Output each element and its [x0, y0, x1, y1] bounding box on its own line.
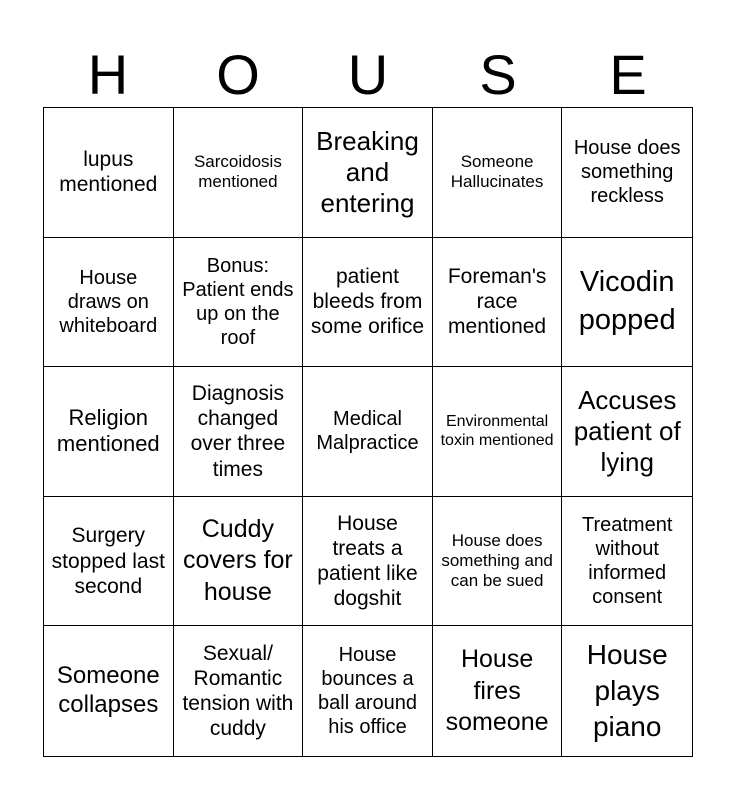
bingo-cell-1-4[interactable]: Someone Hallucinates [433, 108, 563, 238]
bingo-cell-5-4[interactable]: House fires someone [433, 626, 563, 756]
bingo-cell-4-3[interactable]: House treats a patient like dogshit [303, 497, 433, 627]
bingo-cell-5-5[interactable]: House plays piano [586, 638, 668, 743]
bingo-cell-3-2[interactable]: Diagnosis changed over three times [174, 367, 304, 497]
bingo-cell-2-1[interactable]: House draws on whiteboard [44, 238, 174, 368]
bingo-cell-1-2[interactable]: Sarcoidosis mentioned [174, 108, 304, 238]
bingo-cell-4-1[interactable]: Surgery stopped last second [44, 497, 174, 627]
bingo-cell-2-5[interactable]: Vicodin popped [562, 238, 692, 368]
bingo-cell-2-2[interactable]: Bonus: Patient ends up on the roof [174, 238, 304, 368]
bingo-cell-3-3[interactable]: Medical Malpractice [303, 367, 433, 497]
header-letter-o: O [216, 43, 260, 106]
bingo-cell-5-3[interactable]: House bounces a ball around his office [303, 626, 433, 756]
bingo-cell-3-4[interactable]: Environmental toxin mentioned [433, 367, 563, 497]
bingo-cell-3-5[interactable]: Accuses patient of lying [562, 367, 692, 497]
bingo-cell-3-1[interactable]: Religion mentioned [44, 367, 174, 497]
bingo-cell-4-4[interactable]: House does something and can be sued [433, 497, 563, 627]
bingo-cell-5-1[interactable]: Someone collapses [44, 626, 174, 756]
bingo-cell-4-5[interactable]: Treatment without informed consent [562, 497, 692, 627]
header-letter-e: E [609, 43, 647, 106]
header-letter-s: S [479, 43, 517, 106]
bingo-cell-1-5[interactable]: House does something reckless [562, 108, 692, 238]
bingo-cell-2-4[interactable]: Foreman's race mentioned [433, 238, 563, 368]
bingo-cell-1-1[interactable]: lupus mentioned [44, 108, 174, 238]
bingo-board [43, 107, 693, 757]
bingo-cell-2-3[interactable]: patient bleeds from some orifice [303, 238, 433, 368]
bingo-header [43, 42, 693, 108]
bingo-cell-4-2[interactable]: Cuddy covers for house [174, 497, 304, 627]
header-letter-h: H [87, 43, 129, 106]
header-letter-u: U [347, 43, 389, 106]
bingo-cell-1-3[interactable]: Breaking and entering [303, 108, 433, 238]
bingo-cell-5-2[interactable]: Sexual/ Romantic tension with cuddy [174, 626, 304, 756]
